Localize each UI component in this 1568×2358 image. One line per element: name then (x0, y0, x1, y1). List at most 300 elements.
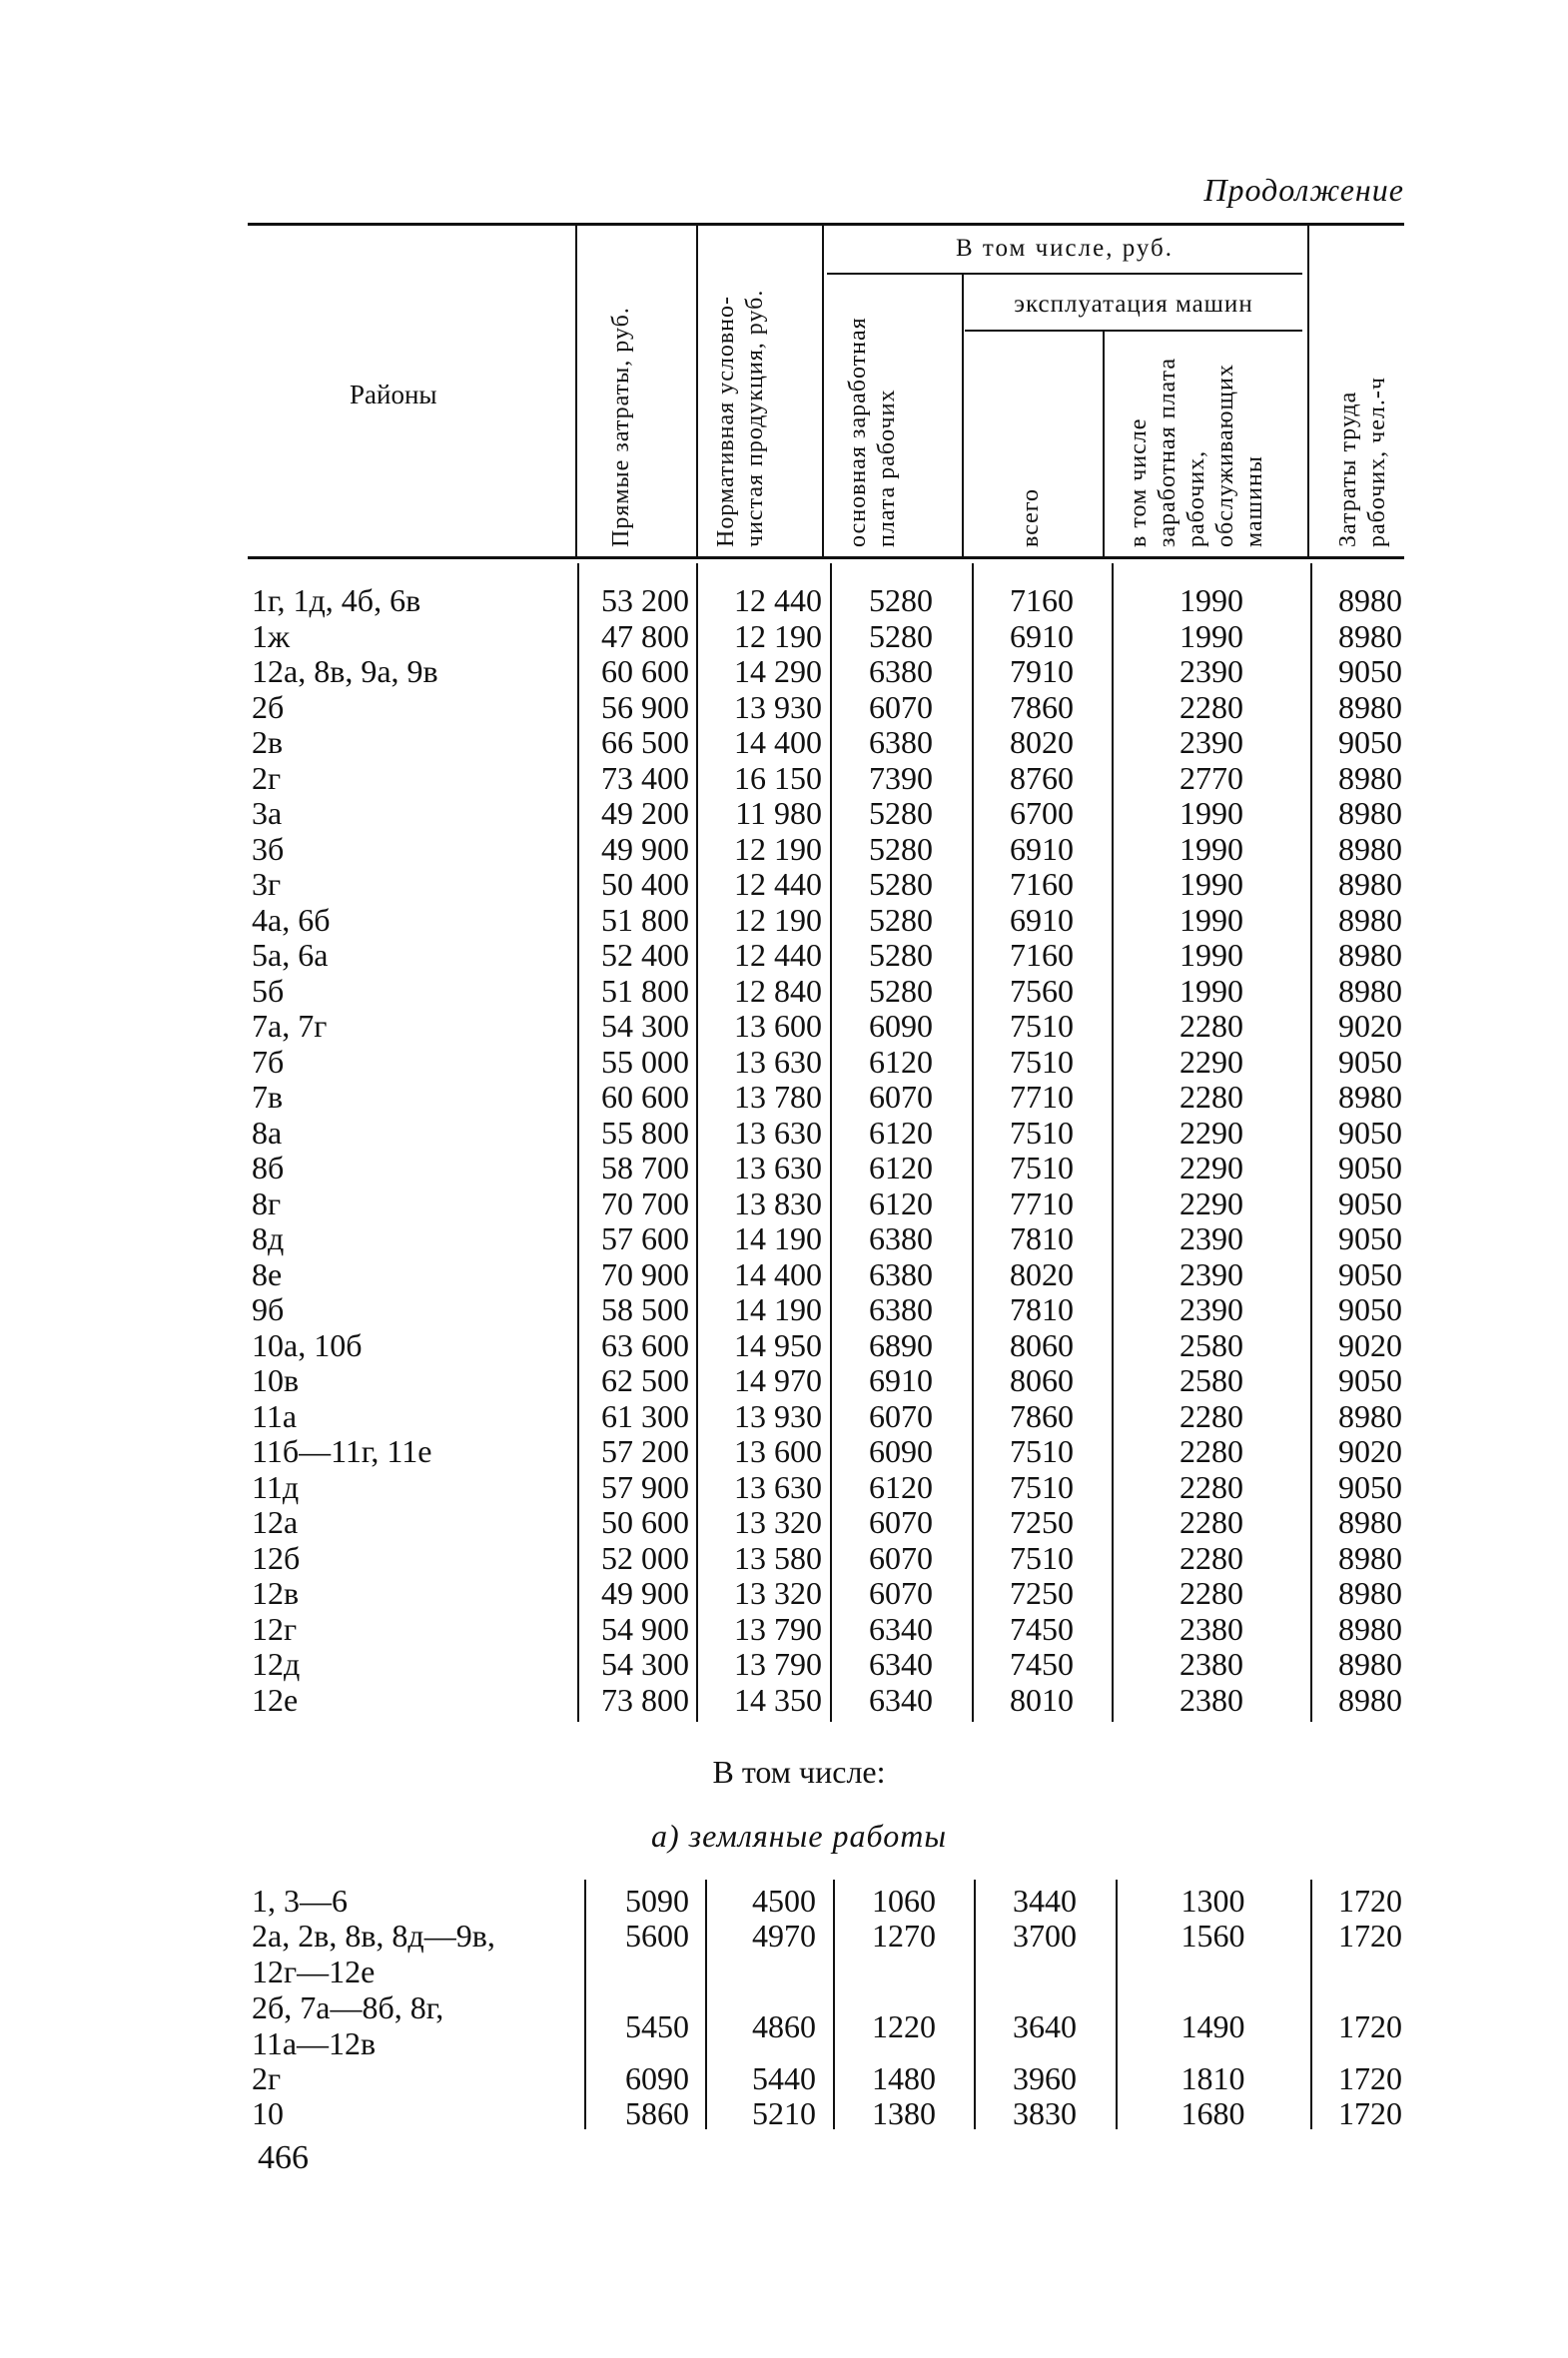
machine-wage-cell: 2390 (1179, 1255, 1243, 1292)
machine-total-cell: 7810 (1010, 1220, 1074, 1256)
normative-cell: 14 400 (734, 1255, 822, 1292)
labor-cell: 9050 (1338, 724, 1402, 760)
wage-cell: 5280 (869, 866, 933, 902)
normative-cell: 14 290 (734, 653, 822, 689)
labor-cell: 8980 (1338, 617, 1402, 654)
direct-cost-cell: 52 000 (601, 1539, 689, 1576)
direct-cost-cell: 57 900 (601, 1468, 689, 1505)
earth-vline-5 (1116, 1880, 1118, 2129)
header-machine-operation: эксплуатация машин (1014, 291, 1253, 318)
direct-cost-cell: 5600 (625, 1918, 689, 1954)
header-machine-wage: в том числе заработная плата рабочих, обслуживающих машины (1126, 358, 1267, 547)
region-cell: 1, 3—6 (252, 1883, 348, 1919)
header-labor: Затраты труда рабочих, чел.-ч (1335, 377, 1390, 547)
normative-cell: 13 320 (734, 1504, 822, 1540)
normative-cell: 4970 (752, 1918, 816, 1954)
region-cell: 12а, 8в, 9а, 9в (252, 653, 438, 689)
wage-cell: 6340 (869, 1610, 933, 1647)
wage-cell: 6380 (869, 1220, 933, 1256)
direct-cost-cell: 60 600 (601, 1079, 689, 1115)
header-normative-wrap (712, 238, 812, 547)
region-cell: 8б (252, 1150, 285, 1185)
machine-total-cell: 7510 (1010, 1468, 1074, 1505)
machine-total-cell: 7160 (1010, 582, 1074, 618)
normative-cell: 12 440 (734, 937, 822, 973)
normative-cell: 12 840 (734, 972, 822, 1009)
earth-vline-2 (705, 1880, 707, 2129)
labor-cell: 8980 (1338, 1575, 1402, 1611)
direct-cost-cell: 57 200 (601, 1433, 689, 1469)
direct-cost-cell: 63 600 (601, 1326, 689, 1363)
normative-cell: 13 830 (734, 1184, 822, 1221)
machine-wage-cell: 2290 (1179, 1043, 1243, 1080)
normative-cell: 11 980 (735, 795, 822, 831)
machine-wage-cell: 1300 (1180, 1883, 1245, 1919)
region-cell: 12б (252, 1539, 301, 1576)
region-cell: 2а, 2в, 8в, 8д—9в, (252, 1918, 495, 1954)
wage-cell: 6120 (869, 1043, 933, 1080)
normative-cell: 16 150 (734, 759, 822, 796)
labor-cell: 8980 (1338, 937, 1402, 973)
machine-total-cell: 7710 (1010, 1184, 1074, 1221)
labor-cell: 9050 (1338, 1291, 1402, 1327)
labor-cell: 1720 (1338, 2008, 1402, 2044)
direct-cost-cell: 51 800 (601, 901, 689, 938)
machine-total-cell: 7860 (1010, 688, 1074, 725)
body-vline-5 (1112, 563, 1114, 1722)
machine-wage-cell: 1560 (1180, 1918, 1245, 1954)
body-vline-4 (972, 563, 974, 1722)
machine-total-cell: 7860 (1010, 1397, 1074, 1434)
direct-cost-cell: 56 900 (601, 688, 689, 725)
region-cell: 7б (252, 1043, 285, 1080)
header-machine-wage-wrap (1125, 345, 1284, 547)
machine-wage-cell: 2280 (1179, 1468, 1243, 1505)
labor-cell: 9050 (1338, 1043, 1402, 1080)
direct-cost-cell: 70 700 (601, 1184, 689, 1221)
machine-total-cell: 3440 (1013, 1883, 1077, 1919)
machine-total-cell: 7250 (1010, 1504, 1074, 1540)
machine-wage-cell: 2390 (1179, 1291, 1243, 1327)
labor-cell: 9050 (1338, 1150, 1402, 1185)
machine-wage-cell: 2390 (1179, 653, 1243, 689)
region-cell: 1г, 1д, 4б, 6в (252, 582, 421, 618)
direct-cost-cell: 73 400 (601, 759, 689, 796)
machine-wage-cell: 2380 (1179, 1681, 1243, 1718)
machine-total-cell: 8010 (1010, 1681, 1074, 1718)
labor-cell: 9050 (1338, 1114, 1402, 1151)
wage-cell: 5280 (869, 830, 933, 867)
region-cell: 12г (252, 1610, 298, 1647)
labor-cell: 1720 (1338, 1883, 1402, 1919)
direct-cost-cell: 53 200 (601, 582, 689, 618)
machine-wage-cell: 2280 (1179, 1575, 1243, 1611)
machine-total-cell: 7510 (1010, 1114, 1074, 1151)
wage-cell: 7390 (869, 759, 933, 796)
labor-cell: 8980 (1338, 582, 1402, 618)
earth-vline-1 (584, 1880, 586, 2129)
region-cell: 12а (252, 1504, 299, 1540)
region-cell: 3а (252, 795, 283, 831)
machine-total-cell: 7910 (1010, 653, 1074, 689)
region-cell: 12в (252, 1575, 300, 1611)
machine-wage-cell: 2380 (1179, 1610, 1243, 1647)
machine-total-cell: 8060 (1010, 1326, 1074, 1363)
wage-cell: 1270 (872, 1918, 936, 1954)
header-including: В том числе, руб. (955, 235, 1175, 262)
machine-wage-cell: 2280 (1179, 1539, 1243, 1576)
machine-wage-cell: 2280 (1179, 1433, 1243, 1469)
machine-wage-cell: 1680 (1180, 2095, 1245, 2131)
table-header-bottom-rule (248, 556, 1404, 559)
region-cell: 12г—12е (252, 1954, 376, 1989)
machine-total-cell: 8760 (1010, 759, 1074, 796)
earth-vline-6 (1310, 1880, 1312, 2129)
normative-cell: 13 790 (734, 1610, 822, 1647)
machine-wage-cell: 2280 (1179, 688, 1243, 725)
normative-cell: 12 190 (734, 830, 822, 867)
wage-cell: 5280 (869, 617, 933, 654)
labor-cell: 9020 (1338, 1008, 1402, 1044)
region-cell: 11д (252, 1468, 300, 1505)
normative-cell: 13 630 (734, 1043, 822, 1080)
region-cell: 5а, 6а (252, 937, 329, 973)
header-vline-5 (1103, 332, 1105, 556)
normative-cell: 13 930 (734, 1397, 822, 1434)
wage-cell: 1480 (872, 2060, 936, 2096)
machine-total-cell: 7810 (1010, 1291, 1074, 1327)
region-cell: 12е (252, 1681, 299, 1718)
direct-cost-cell: 54 300 (601, 1008, 689, 1044)
region-cell: 10а, 10б (252, 1326, 363, 1363)
normative-cell: 4860 (752, 2008, 816, 2044)
machine-total-cell: 7450 (1010, 1646, 1074, 1682)
labor-cell: 8980 (1338, 830, 1402, 867)
machine-total-cell: 7510 (1010, 1043, 1074, 1080)
direct-cost-cell: 5860 (625, 2095, 689, 2131)
normative-cell: 5210 (752, 2095, 816, 2131)
header-direct-costs-wrap (607, 238, 669, 547)
region-cell: 5б (252, 972, 285, 1009)
header-normative: Нормативная условно-чистая продукция, руб. (713, 289, 768, 547)
region-cell: 4а, 6б (252, 901, 331, 938)
labor-cell: 8980 (1338, 1539, 1402, 1576)
machine-wage-cell: 2280 (1179, 1504, 1243, 1540)
machine-total-cell: 6700 (1010, 795, 1074, 831)
direct-cost-cell: 58 500 (601, 1291, 689, 1327)
labor-cell: 9050 (1338, 1362, 1402, 1398)
normative-cell: 12 440 (734, 866, 822, 902)
normative-cell: 12 190 (734, 901, 822, 938)
region-cell: 2б, 7а—8б, 8г, (252, 1989, 444, 2025)
wage-cell: 6910 (869, 1362, 933, 1398)
machine-total-cell: 8020 (1010, 724, 1074, 760)
wage-cell: 5280 (869, 972, 933, 1009)
region-cell: 2г (252, 2060, 282, 2096)
machine-wage-cell: 1810 (1180, 2060, 1245, 2096)
region-cell: 1ж (252, 617, 291, 654)
machine-total-cell: 7510 (1010, 1150, 1074, 1185)
direct-cost-cell: 50 400 (601, 866, 689, 902)
direct-cost-cell: 49 200 (601, 795, 689, 831)
header-vline-3 (822, 226, 824, 556)
labor-cell: 1720 (1338, 1918, 1402, 1954)
region-cell: 2б (252, 688, 285, 725)
labor-cell: 8980 (1338, 795, 1402, 831)
labor-cell: 9050 (1338, 1468, 1402, 1505)
wage-cell: 6120 (869, 1468, 933, 1505)
normative-cell: 13 630 (734, 1114, 822, 1151)
wage-cell: 6070 (869, 1079, 933, 1115)
machine-wage-cell: 2380 (1179, 1646, 1243, 1682)
normative-cell: 13 580 (734, 1539, 822, 1576)
wage-cell: 6340 (869, 1646, 933, 1682)
normative-cell: 14 400 (734, 724, 822, 760)
labor-cell: 8980 (1338, 1646, 1402, 1682)
machine-total-cell: 8020 (1010, 1255, 1074, 1292)
machine-wage-cell: 2280 (1179, 1008, 1243, 1044)
direct-cost-cell: 49 900 (601, 1575, 689, 1611)
normative-cell: 14 350 (734, 1681, 822, 1718)
header-base-wage: основная заработная плата рабочих (845, 317, 900, 547)
table-top-rule (248, 223, 1404, 226)
labor-cell: 8980 (1338, 901, 1402, 938)
machine-wage-cell: 2580 (1179, 1326, 1243, 1363)
machine-total-cell: 6910 (1010, 830, 1074, 867)
wage-cell: 6120 (869, 1114, 933, 1151)
wage-cell: 6340 (869, 1681, 933, 1718)
direct-cost-cell: 58 700 (601, 1150, 689, 1185)
wage-cell: 6380 (869, 1291, 933, 1327)
wage-cell: 6070 (869, 1539, 933, 1576)
wage-cell: 6890 (869, 1326, 933, 1363)
machine-total-cell: 7510 (1010, 1433, 1074, 1469)
region-cell: 3б (252, 830, 285, 867)
wage-cell: 5280 (869, 937, 933, 973)
labor-cell: 8980 (1338, 1504, 1402, 1540)
wage-cell: 6120 (869, 1184, 933, 1221)
machine-total-cell: 7560 (1010, 972, 1074, 1009)
wage-cell: 5280 (869, 901, 933, 938)
machine-total-cell: 7450 (1010, 1610, 1074, 1647)
wage-cell: 6070 (869, 688, 933, 725)
normative-cell: 13 600 (734, 1433, 822, 1469)
machine-wage-cell: 2280 (1179, 1397, 1243, 1434)
continuation-label: Продолжение (1203, 172, 1404, 208)
normative-cell: 13 790 (734, 1646, 822, 1682)
machine-wage-cell: 2280 (1179, 1079, 1243, 1115)
labor-cell: 9050 (1338, 653, 1402, 689)
machine-wage-cell: 2390 (1179, 724, 1243, 760)
machine-wage-cell: 2290 (1179, 1114, 1243, 1151)
region-cell: 2в (252, 724, 284, 760)
direct-cost-cell: 62 500 (601, 1362, 689, 1398)
normative-cell: 12 190 (734, 617, 822, 654)
machine-total-cell: 7710 (1010, 1079, 1074, 1115)
direct-cost-cell: 73 800 (601, 1681, 689, 1718)
including-title: В том числе: (712, 1754, 886, 1790)
header-base-wage-wrap (844, 290, 944, 547)
machine-total-cell: 3960 (1013, 2060, 1077, 2096)
region-cell: 7в (252, 1079, 284, 1115)
header-direct-costs: Прямые затраты, руб. (608, 307, 634, 547)
wage-cell: 5280 (869, 582, 933, 618)
direct-cost-cell: 55 000 (601, 1043, 689, 1080)
direct-cost-cell: 57 600 (601, 1220, 689, 1256)
labor-cell: 8980 (1338, 1397, 1402, 1434)
labor-cell: 8980 (1338, 972, 1402, 1009)
normative-cell: 13 600 (734, 1008, 822, 1044)
machine-total-cell: 7250 (1010, 1575, 1074, 1611)
direct-cost-cell: 55 800 (601, 1114, 689, 1151)
region-cell: 2г (252, 759, 282, 796)
direct-cost-cell: 51 800 (601, 972, 689, 1009)
machine-total-cell: 3830 (1013, 2095, 1077, 2131)
direct-cost-cell: 54 300 (601, 1646, 689, 1682)
machine-wage-cell: 1990 (1179, 866, 1243, 902)
machine-wage-cell: 1990 (1179, 830, 1243, 867)
header-labor-wrap (1334, 290, 1396, 547)
labor-cell: 9020 (1338, 1433, 1402, 1469)
normative-cell: 4500 (752, 1883, 816, 1919)
labor-cell: 1720 (1338, 2095, 1402, 2131)
header-vline-6 (1307, 226, 1309, 556)
machine-under-rule (965, 330, 1302, 332)
earth-vline-3 (833, 1880, 835, 2129)
machine-total-cell: 3700 (1013, 1918, 1077, 1954)
wage-cell: 6380 (869, 653, 933, 689)
wage-cell: 5280 (869, 795, 933, 831)
region-cell: 10в (252, 1362, 300, 1398)
direct-cost-cell: 49 900 (601, 830, 689, 867)
machine-wage-cell: 1990 (1179, 937, 1243, 973)
direct-cost-cell: 60 600 (601, 653, 689, 689)
machine-total-cell: 7160 (1010, 866, 1074, 902)
header-total-wrap (1017, 439, 1049, 547)
machine-wage-cell: 1990 (1179, 901, 1243, 938)
header-vline-4 (962, 275, 964, 556)
wage-cell: 6090 (869, 1433, 933, 1469)
wage-cell: 6120 (869, 1150, 933, 1185)
direct-cost-cell: 61 300 (601, 1397, 689, 1434)
direct-cost-cell: 70 900 (601, 1255, 689, 1292)
machine-total-cell: 6910 (1010, 617, 1074, 654)
region-cell: 8е (252, 1255, 283, 1292)
labor-cell: 8980 (1338, 866, 1402, 902)
normative-cell: 14 190 (734, 1291, 822, 1327)
normative-cell: 5440 (752, 2060, 816, 2096)
wage-cell: 1060 (872, 1883, 936, 1919)
header-vline-1 (575, 226, 577, 556)
subsection-title: а) земляные работы (651, 1818, 947, 1854)
labor-cell: 9020 (1338, 1326, 1402, 1363)
body-vline-3 (830, 563, 832, 1722)
machine-total-cell: 7510 (1010, 1539, 1074, 1576)
wage-cell: 6070 (869, 1575, 933, 1611)
region-cell: 8д (252, 1220, 285, 1256)
body-vline-6 (1310, 563, 1312, 1722)
machine-wage-cell: 1990 (1179, 617, 1243, 654)
labor-cell: 9050 (1338, 1255, 1402, 1292)
labor-cell: 8980 (1338, 1079, 1402, 1115)
region-cell: 8г (252, 1184, 282, 1221)
normative-cell: 14 970 (734, 1362, 822, 1398)
region-cell: 9б (252, 1291, 285, 1327)
machine-wage-cell: 2770 (1179, 759, 1243, 796)
machine-wage-cell: 1490 (1180, 2008, 1245, 2044)
labor-cell: 1720 (1338, 2060, 1402, 2096)
machine-wage-cell: 1990 (1179, 795, 1243, 831)
region-cell: 3г (252, 866, 282, 902)
machine-total-cell: 7510 (1010, 1008, 1074, 1044)
wage-cell: 6380 (869, 724, 933, 760)
region-cell: 12д (252, 1646, 301, 1682)
labor-cell: 8980 (1338, 1681, 1402, 1718)
wage-cell: 6070 (869, 1397, 933, 1434)
region-cell: 7а, 7г (252, 1008, 328, 1044)
machine-wage-cell: 2290 (1179, 1150, 1243, 1185)
wage-cell: 6380 (869, 1255, 933, 1292)
direct-cost-cell: 66 500 (601, 724, 689, 760)
page-number: 466 (258, 2139, 309, 2176)
labor-cell: 8980 (1338, 1610, 1402, 1647)
wage-cell: 6070 (869, 1504, 933, 1540)
machine-wage-cell: 2390 (1179, 1220, 1243, 1256)
machine-wage-cell: 2290 (1179, 1184, 1243, 1221)
region-cell: 11а—12в (252, 2025, 377, 2061)
normative-cell: 13 630 (734, 1150, 822, 1185)
body-vline-1 (577, 563, 579, 1722)
header-vline-2 (696, 226, 698, 556)
normative-cell: 13 930 (734, 688, 822, 725)
wage-cell: 6090 (869, 1008, 933, 1044)
machine-wage-cell: 2580 (1179, 1362, 1243, 1398)
normative-cell: 14 190 (734, 1220, 822, 1256)
direct-cost-cell: 5450 (625, 2008, 689, 2044)
direct-cost-cell: 6090 (625, 2060, 689, 2096)
direct-cost-cell: 47 800 (601, 617, 689, 654)
wage-cell: 1220 (872, 2008, 936, 2044)
header-total: всего (1018, 487, 1044, 547)
earth-vline-4 (974, 1880, 976, 2129)
direct-cost-cell: 54 900 (601, 1610, 689, 1647)
labor-cell: 9050 (1338, 1184, 1402, 1221)
direct-cost-cell: 5090 (625, 1883, 689, 1919)
wage-cell: 1380 (872, 2095, 936, 2131)
machine-wage-cell: 1990 (1179, 972, 1243, 1009)
labor-cell: 9050 (1338, 1220, 1402, 1256)
labor-cell: 8980 (1338, 688, 1402, 725)
header-regions: Районы (350, 380, 437, 409)
machine-total-cell: 7160 (1010, 937, 1074, 973)
body-vline-2 (696, 563, 698, 1722)
region-cell: 10 (252, 2095, 284, 2131)
direct-cost-cell: 50 600 (601, 1504, 689, 1540)
labor-cell: 8980 (1338, 759, 1402, 796)
machine-wage-cell: 1990 (1179, 582, 1243, 618)
region-cell: 11б—11г, 11е (252, 1433, 432, 1469)
machine-total-cell: 3640 (1013, 2008, 1077, 2044)
machine-total-cell: 6910 (1010, 901, 1074, 938)
region-cell: 11а (252, 1397, 298, 1434)
normative-cell: 13 780 (734, 1079, 822, 1115)
including-under-rule (827, 273, 1302, 275)
normative-cell: 13 320 (734, 1575, 822, 1611)
normative-cell: 14 950 (734, 1326, 822, 1363)
direct-cost-cell: 52 400 (601, 937, 689, 973)
normative-cell: 13 630 (734, 1468, 822, 1505)
machine-total-cell: 8060 (1010, 1362, 1074, 1398)
